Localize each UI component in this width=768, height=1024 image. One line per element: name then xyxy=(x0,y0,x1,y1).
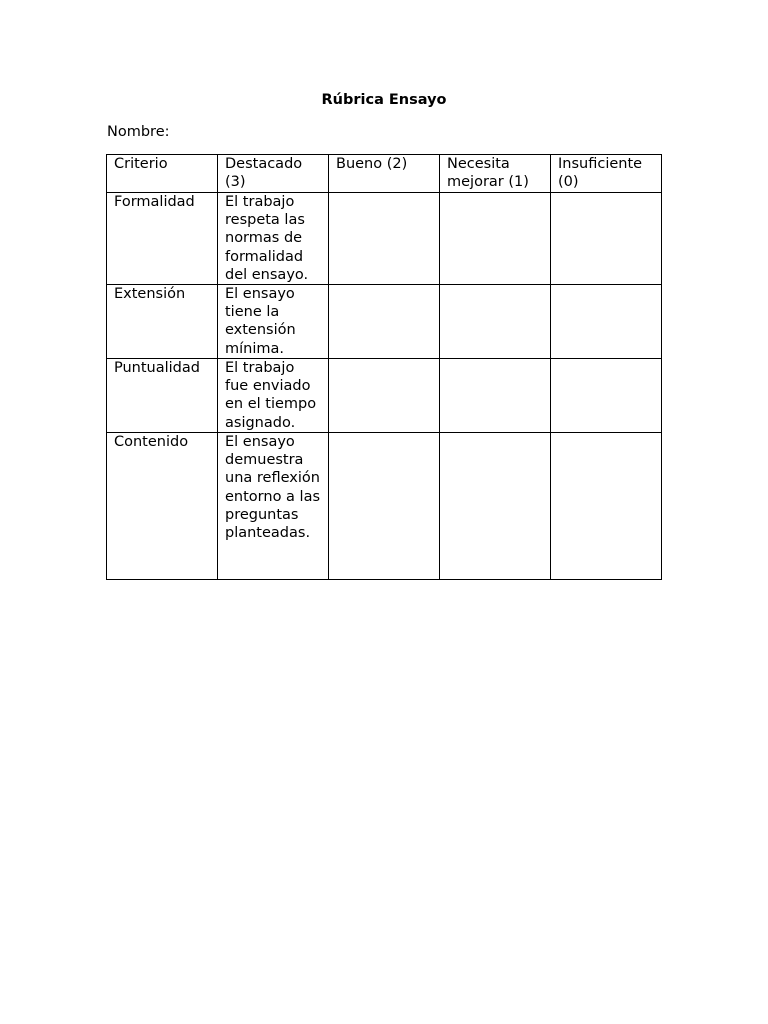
document-title: Rúbrica Ensayo xyxy=(321,92,447,108)
cell-necesita-mejorar xyxy=(440,285,551,359)
header-bueno: Bueno (2) xyxy=(329,155,440,193)
header-destacado: Destacado (3) xyxy=(218,155,329,193)
table-row xyxy=(107,359,662,433)
cell-destacado: El ensayo demuestra una reflexión entorno a las preguntas planteadas. xyxy=(218,433,329,580)
cell-necesita-mejorar xyxy=(440,359,551,433)
table-row xyxy=(107,193,662,285)
cell-criterion: Formalidad xyxy=(107,193,218,285)
cell-necesita-mejorar xyxy=(440,193,551,285)
cell-criterion: Puntualidad xyxy=(107,359,218,433)
table-row xyxy=(107,433,662,580)
cell-bueno xyxy=(329,433,440,580)
cell-destacado: El trabajo fue enviado en el tiempo asignado. xyxy=(218,359,329,433)
cell-criterion: Extensión xyxy=(107,285,218,359)
rubric-table xyxy=(106,154,662,580)
cell-destacado: El ensayo tiene la extensión mínima. xyxy=(218,285,329,359)
cell-destacado: El trabajo respeta las normas de formalidad del ensayo. xyxy=(218,193,329,285)
name-label: Nombre: xyxy=(107,124,170,140)
cell-necesita-mejorar xyxy=(440,433,551,580)
header-necesita-mejorar: Necesita mejorar (1) xyxy=(440,155,551,193)
header-insuficiente: Insuficiente (0) xyxy=(551,155,662,193)
cell-bueno xyxy=(329,193,440,285)
cell-bueno xyxy=(329,285,440,359)
cell-insuficiente xyxy=(551,193,662,285)
cell-insuficiente xyxy=(551,285,662,359)
cell-criterion: Contenido xyxy=(107,433,218,580)
table-header-row xyxy=(107,155,662,193)
cell-insuficiente xyxy=(551,359,662,433)
cell-insuficiente xyxy=(551,433,662,580)
cell-bueno xyxy=(329,359,440,433)
header-criterio: Criterio xyxy=(107,155,218,193)
table-row xyxy=(107,285,662,359)
